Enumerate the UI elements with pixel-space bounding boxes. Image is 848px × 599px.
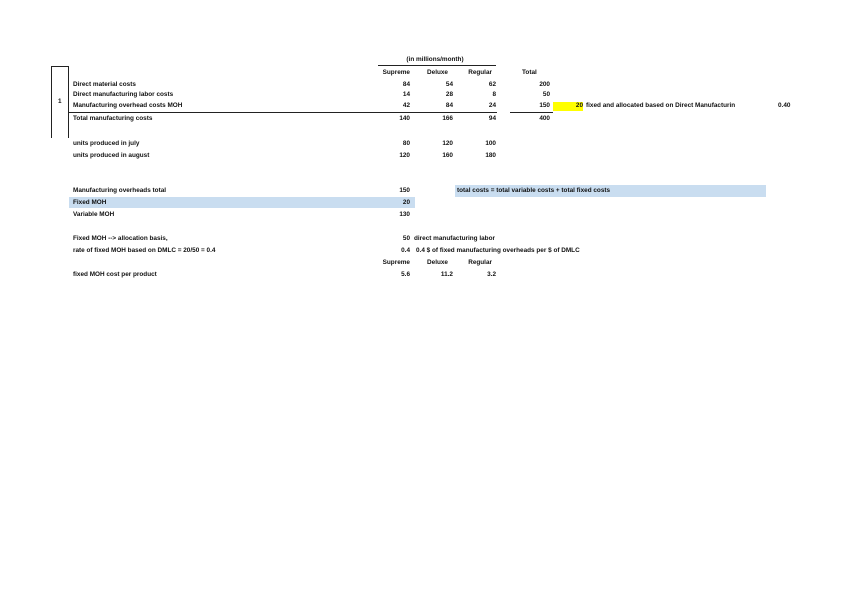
cell-fixed-moh: 20 <box>575 102 583 109</box>
cell-total-supreme: 140 <box>399 115 410 122</box>
per-product-regular: 3.2 <box>487 271 496 278</box>
cell-total-total: 400 <box>539 115 550 122</box>
cell-august-regular: 180 <box>485 152 496 159</box>
variable-moh-label: Variable MOH <box>73 211 115 218</box>
per-product-supreme: 5.6 <box>401 271 410 278</box>
per-product-header-supreme: Supreme <box>382 259 410 266</box>
overheads-total-label: Manufacturing overheads total <box>73 187 167 194</box>
col-header-total: Total <box>522 69 537 76</box>
per-product-deluxe: 11.2 <box>440 271 453 278</box>
cell-july-regular: 100 <box>485 140 496 147</box>
moh-note-text: fixed and allocated based on Direct Manufacturin <box>586 102 736 109</box>
moh-note-rate: 0.40 <box>778 102 791 109</box>
fixed-moh-value: 20 <box>402 199 410 206</box>
subtotal-line-total <box>510 112 553 113</box>
cell-moh-total: 150 <box>539 102 550 109</box>
overheads-total-value: 150 <box>399 187 410 194</box>
col-header-deluxe: Deluxe <box>427 69 448 76</box>
col-header-regular: Regular <box>468 69 492 76</box>
cell-dm-deluxe: 54 <box>445 81 453 88</box>
cell-dl-regular: 8 <box>492 91 496 98</box>
cell-moh-deluxe: 84 <box>445 102 453 109</box>
cell-august-supreme: 120 <box>399 152 410 159</box>
allocation-rate-value: 0.4 <box>401 247 410 254</box>
cell-moh-regular: 24 <box>488 102 496 109</box>
group-bracket-top <box>51 66 69 67</box>
row-label-total: Total manufacturing costs <box>73 115 153 122</box>
allocation-basis-desc: direct manufacturing labor <box>414 235 495 242</box>
cell-dl-supreme: 14 <box>402 91 410 98</box>
cell-dm-total: 200 <box>539 81 550 88</box>
units-header-underline <box>378 65 496 66</box>
group-bracket-right <box>68 66 69 138</box>
cell-dl-total: 50 <box>542 91 550 98</box>
row-label-moh: Manufacturing overhead costs MOH <box>73 102 183 109</box>
cell-dm-supreme: 84 <box>402 81 410 88</box>
cell-july-supreme: 80 <box>402 140 410 147</box>
variable-moh-value: 130 <box>399 211 410 218</box>
row-label-units-august: units produced in august <box>73 152 150 159</box>
col-header-supreme: Supreme <box>382 69 410 76</box>
cell-total-deluxe: 166 <box>442 115 453 122</box>
per-product-label: fixed MOH cost per product <box>73 271 157 278</box>
cell-moh-supreme: 42 <box>402 102 410 109</box>
cell-august-deluxe: 160 <box>442 152 453 159</box>
allocation-rate-label: rate of fixed MOH based on DMLC = 20/50 = 0.4 <box>73 247 216 254</box>
units-header: (in millions/month) <box>406 56 464 63</box>
formula-text: total costs = total variable costs + total fixed costs <box>457 187 611 194</box>
per-product-header-deluxe: Deluxe <box>427 259 448 266</box>
allocation-basis-label: Fixed MOH --> allocation basis, <box>73 235 168 242</box>
row-label-units-july: units produced in july <box>73 140 140 147</box>
allocation-rate-desc: 0.4 $ of fixed manufacturing overheads per $ of DMLC <box>416 247 580 254</box>
fixed-moh-row-highlight <box>69 197 415 208</box>
allocation-basis-value: 50 <box>402 235 410 242</box>
group-label: 1 <box>58 98 62 105</box>
per-product-header-regular: Regular <box>468 259 492 266</box>
row-label-direct-labor: Direct manufacturing labor costs <box>73 91 174 98</box>
group-bracket-left <box>51 66 52 138</box>
cell-july-deluxe: 120 <box>442 140 453 147</box>
cell-dm-regular: 62 <box>488 81 496 88</box>
fixed-moh-label: Fixed MOH <box>73 199 107 206</box>
cell-total-regular: 94 <box>488 115 496 122</box>
row-label-direct-material: Direct material costs <box>73 81 136 88</box>
subtotal-line-left <box>69 112 497 113</box>
cell-dl-deluxe: 28 <box>445 91 453 98</box>
